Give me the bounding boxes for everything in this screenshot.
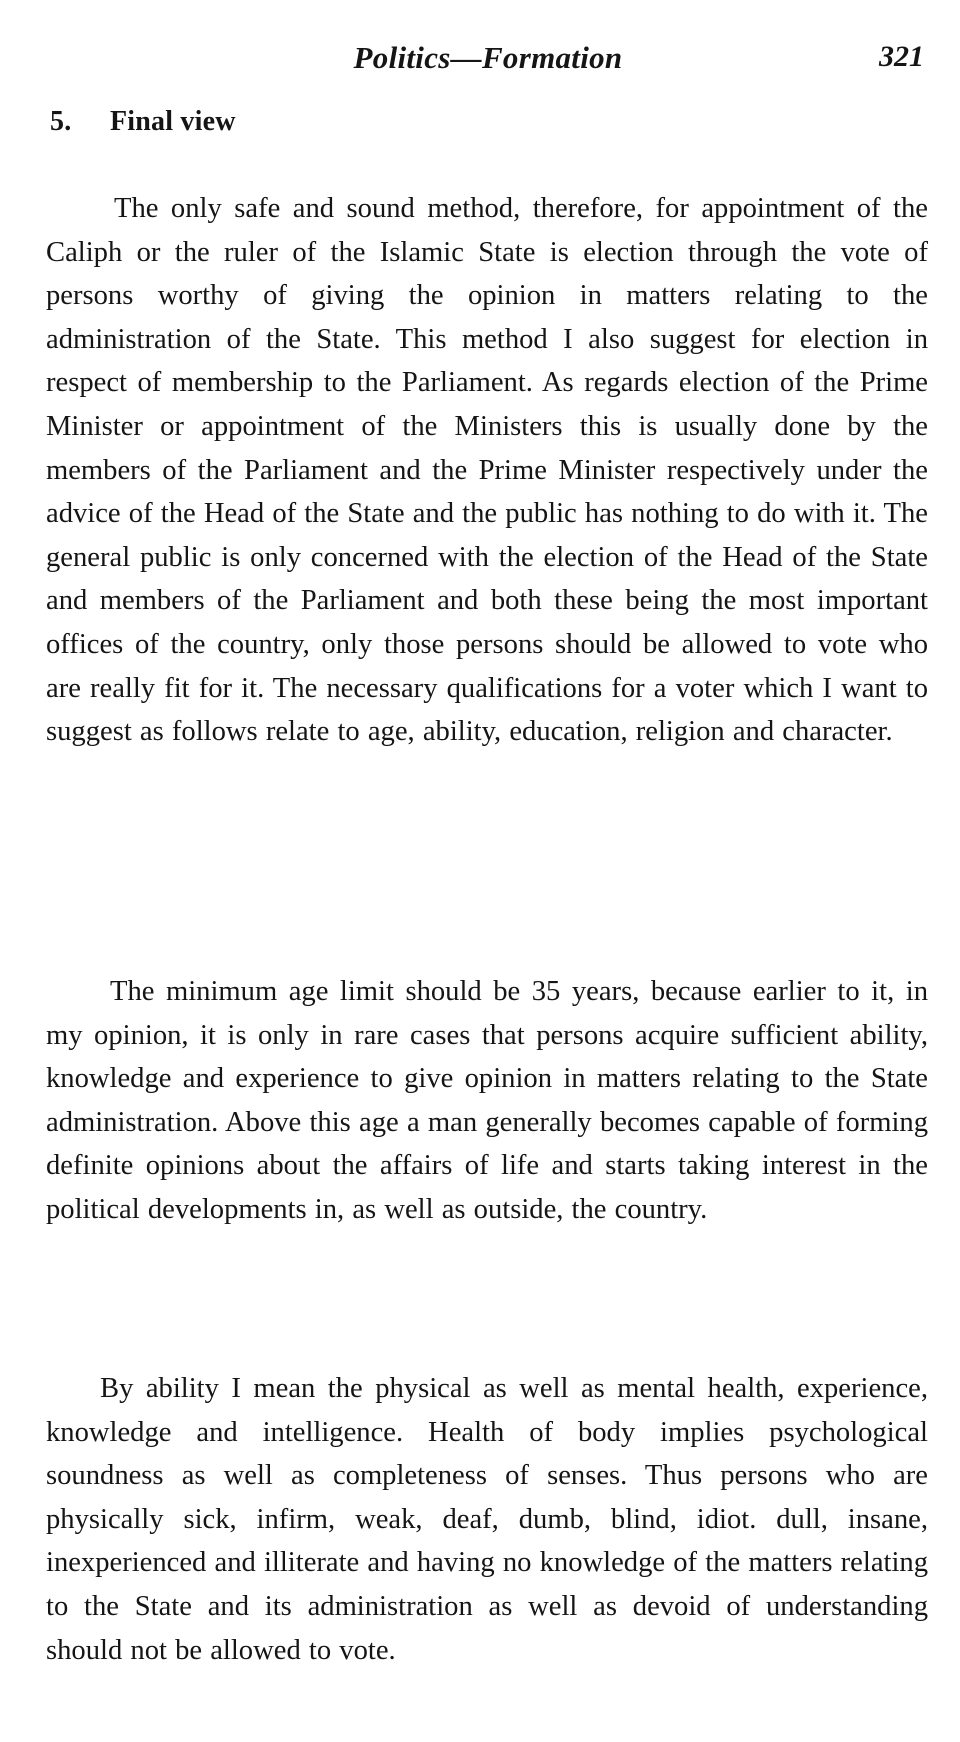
section-title: Final view: [110, 106, 236, 137]
paragraph-age-limit: The minimum age limit should be 35 years, because earlier to it, in my opinion, it is only in rare cases that persons acquire sufficient ability, knowledge and experience to give opinion in matters relating to the State administration. Above this age a man generally becomes capable of forming definite opinions about the affairs of life and starts taking interest in the political developments in, as well as outside, the country.: [46, 976, 928, 1225]
page-number: 321: [879, 40, 924, 73]
paragraph-final-view: The only safe and sound method, therefore, for appointment of the Caliph or the ruler of the Islamic State is election through the vote of persons worthy of giving the opinion in matters relating to the administration of the State. This method I also suggest for election in respect of membership to the Parliament. As regards election of the Prime Minister or appointment of the Ministers this is usually done by the members of the Parliament and the Prime Minister respectively under the advice of the Head of the State and the public has nothing to do with it. The general public is only concerned with the election of the Head of the State and members of the Parliament and both these being the most important offices of the country, only those persons should be allowed to vote who are really fit for it. The necessary qualifications for a voter which I want to suggest as follows relate to age, ability, education, religion and character.: [46, 193, 928, 748]
section-heading: [50, 106, 236, 138]
paragraph-ability: By ability I mean the physical as well as mental health, experience, knowledge and intelligence. Health of body implies psychological soundness as well as completeness of senses. Thus persons who are physically sick, infirm, weak, deaf, dumb, blind, idiot. dull, insane, inexperienced and illiterate and having no knowledge of the matters relating to the State and its administration as well as devoid of understanding should not be allowed to vote.: [46, 1373, 928, 1666]
running-header: [46, 40, 930, 80]
section-number: 5.: [50, 106, 72, 137]
running-title: Politics—Formation: [353, 40, 623, 75]
